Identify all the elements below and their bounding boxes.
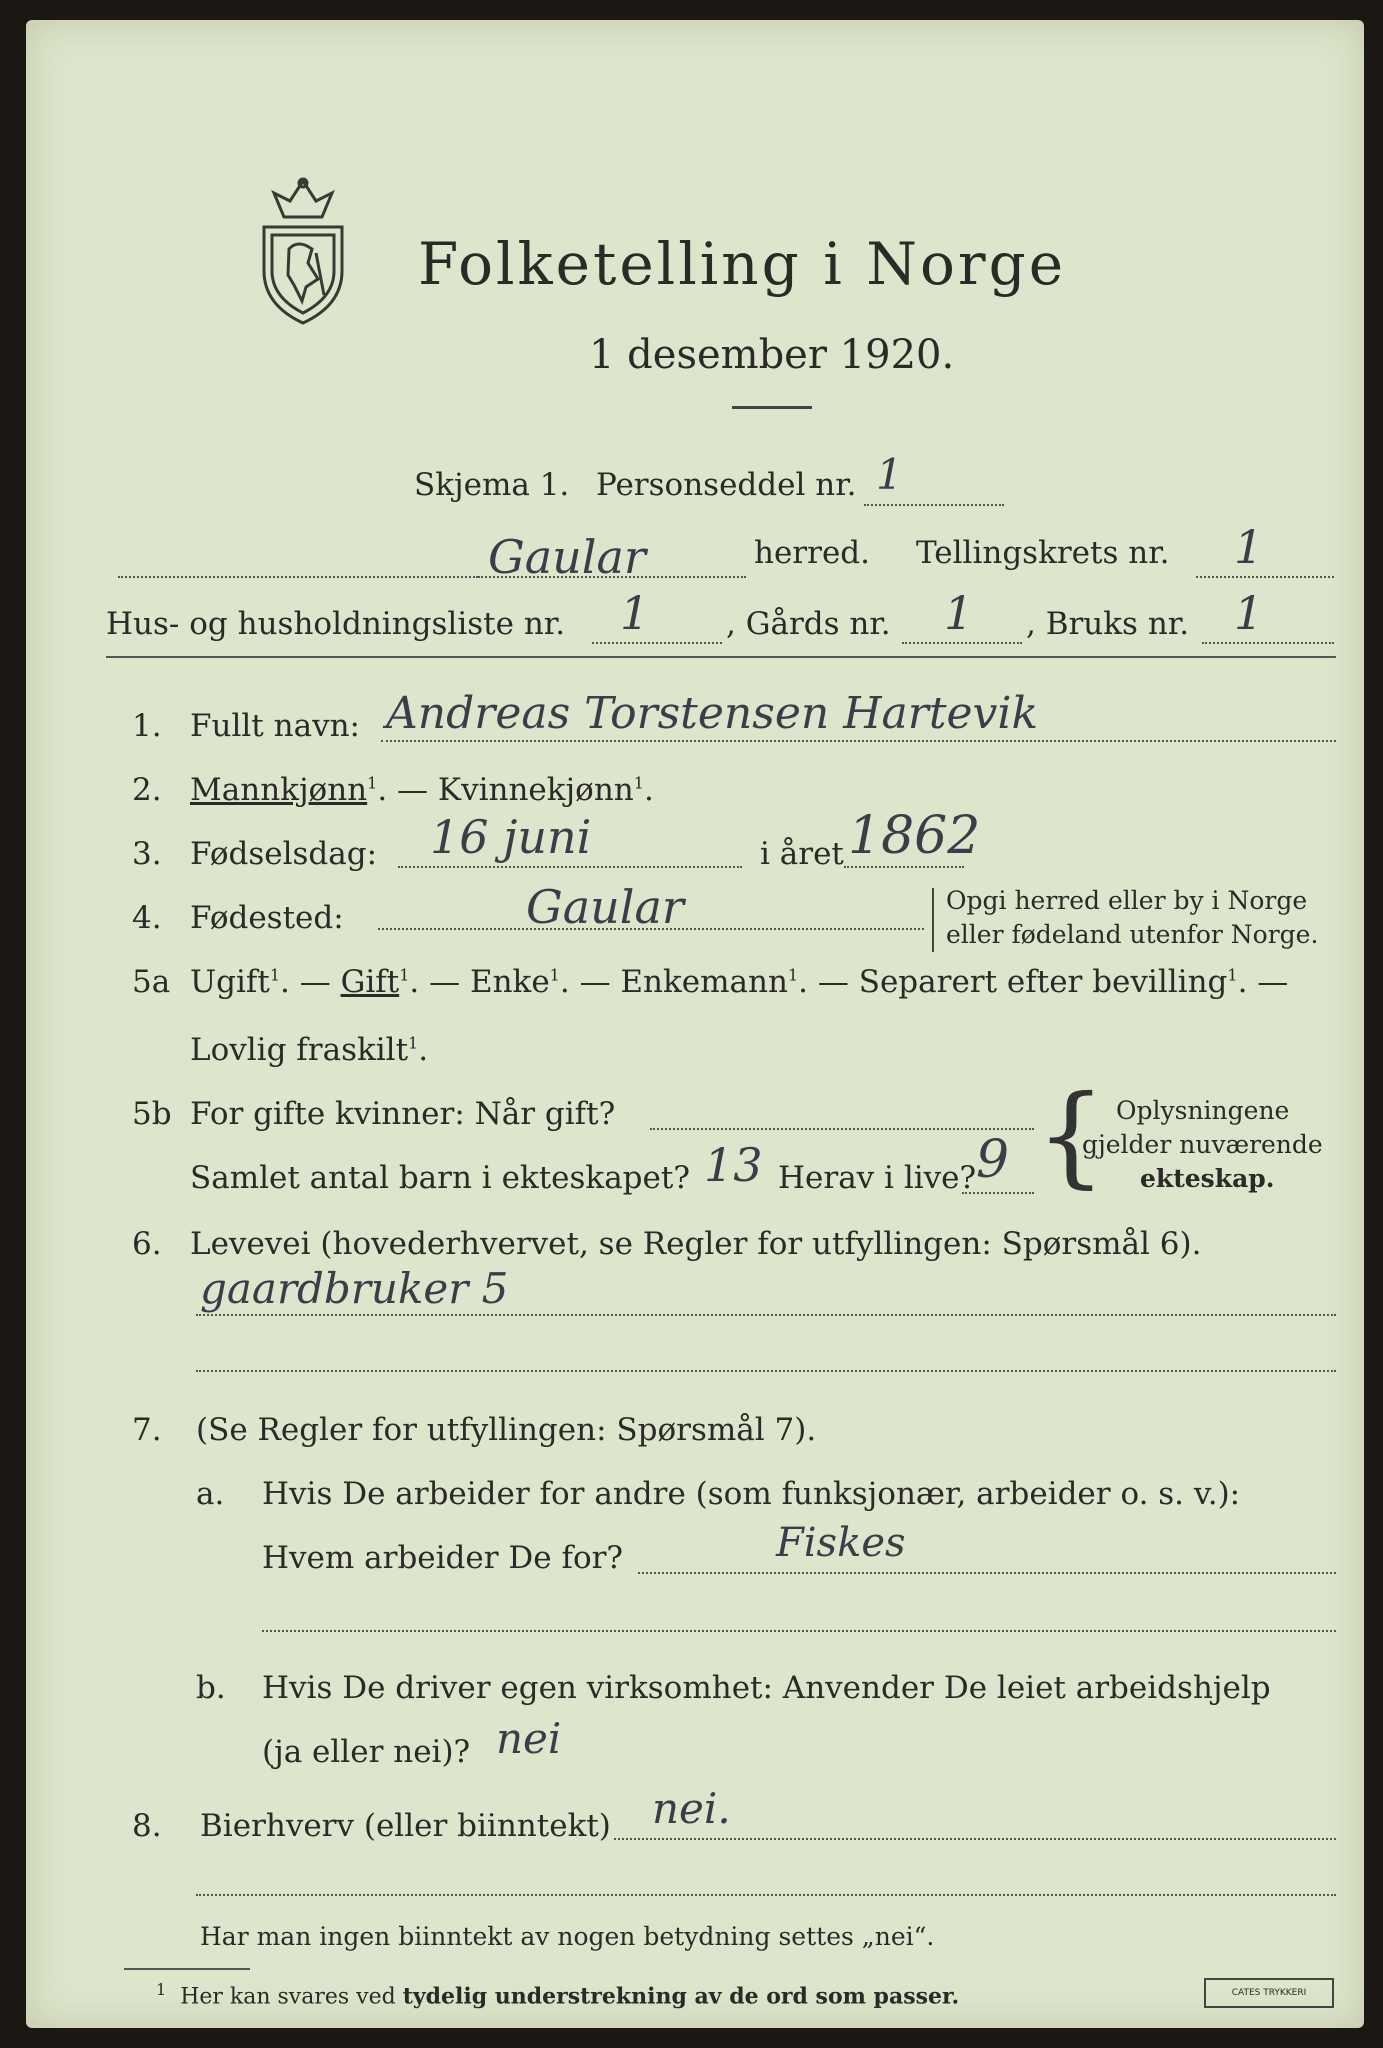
widow-option[interactable]: Enke [469, 964, 550, 1000]
hus-value[interactable]: 1 [620, 586, 650, 640]
bruks-line [1202, 642, 1334, 644]
gards-line [902, 642, 1022, 644]
personseddel-value[interactable]: 1 [876, 450, 903, 499]
side-income-value[interactable]: nei. [652, 1784, 731, 1833]
marital-separator-4: . — [798, 964, 859, 1000]
herred-leading-line [118, 576, 478, 578]
q5b-number: 5b [132, 1096, 172, 1132]
children-count-value[interactable]: 13 [704, 1138, 763, 1192]
birthplace-line [378, 928, 924, 930]
q7b-question: (ja eller nei)? [262, 1734, 471, 1770]
q3-label: Fødselsdag: [190, 836, 378, 872]
q8-number: 8. [132, 1808, 162, 1844]
q7a-letter: a. [196, 1476, 225, 1512]
bruks-value[interactable]: 1 [1234, 586, 1264, 640]
year-label: i året [760, 836, 844, 872]
sex-options [190, 772, 654, 808]
employer-line-2 [262, 1630, 1336, 1632]
unmarried-footnote-mark: 1 [269, 965, 281, 985]
female-option[interactable]: Kvinnekjønn [437, 772, 634, 808]
gards-label: , Gårds nr. [726, 606, 891, 642]
q4-label: Fødested: [190, 900, 344, 936]
divorced-option-line [190, 1032, 428, 1068]
gards-value[interactable]: 1 [944, 586, 974, 640]
q7b-text: Hvis De driver egen virksomhet: Anvender De leiet arbeidshjelp [262, 1670, 1271, 1706]
male-option[interactable]: Mannkjønn [190, 772, 368, 808]
birthplace-note-line1: Opgi herred eller by i Norge [946, 886, 1308, 915]
widower-footnote-mark: 1 [787, 965, 799, 985]
title-divider [732, 406, 812, 409]
q5b-label-children: Samlet antal barn i ekteskapet? [190, 1160, 690, 1196]
widower-option[interactable]: Enkemann [620, 964, 788, 1000]
q1-label: Fullt navn: [190, 708, 360, 744]
birthday-value[interactable]: 16 juni [430, 810, 592, 864]
marital-separator-1: . — [280, 964, 341, 1000]
side-income-line [614, 1838, 1336, 1840]
q8-label: Bierhverv (eller biinntekt) [200, 1808, 611, 1844]
hus-label: Hus- og husholdningsliste nr. [106, 606, 566, 642]
footnote [156, 1980, 959, 2009]
male-footnote-mark: 1 [367, 773, 378, 793]
divorced-end: . [418, 1032, 429, 1068]
herred-value[interactable]: Gaular [488, 530, 646, 584]
skjema-label: Skjema 1. [414, 467, 570, 503]
herred-label: herred. [754, 535, 870, 571]
hired-help-value[interactable]: nei [496, 1714, 562, 1763]
footnote-bold-text: tydelig understrekning av de ord som passer. [402, 1983, 960, 2010]
birthplace-note-bar [932, 888, 934, 952]
children-alive-line [962, 1192, 1034, 1194]
birthplace-note-line2: eller fødeland utenfor Norge. [946, 920, 1319, 949]
children-alive-value[interactable]: 9 [976, 1130, 1010, 1190]
q1-number: 1. [132, 708, 162, 744]
personseddel-line [864, 504, 1004, 506]
marital-separator-3: . — [559, 964, 621, 1000]
q2-number: 2. [132, 772, 162, 808]
q5b-note-brace: { [1036, 1071, 1106, 1199]
herred-line [478, 576, 746, 578]
q5b-label-married-when: For gifte kvinner: Når gift? [190, 1096, 616, 1132]
printer-stamp-text: CATES TRYKKERI [1231, 1988, 1307, 1998]
q7a-text: Hvis De arbeider for andre (som funksjonær, arbeider o. s. v.): [262, 1476, 1241, 1512]
birthday-line [398, 866, 742, 868]
q5b-note-line3: ekteskap. [1140, 1164, 1275, 1193]
married-option[interactable]: Gift [340, 964, 400, 1000]
birth-year-line [844, 866, 964, 868]
q5b-note-line2: gjelder nuværende [1082, 1130, 1323, 1159]
unmarried-option[interactable]: Ugift [190, 964, 270, 1000]
footnote-number: 1 [156, 1980, 167, 1999]
q6-label: Levevei (hovederhvervet, se Regler for utfyllingen: Spørsmål 6). [190, 1226, 1202, 1262]
marital-separator-2: . — [409, 964, 470, 1000]
no-income-note: Har man ingen biinntekt av nogen betydning settes „nei“. [200, 1922, 935, 1951]
census-form-sheet [26, 20, 1364, 2028]
footnote-rule [124, 1968, 250, 1970]
divorced-footnote-mark: 1 [408, 1033, 419, 1053]
marital-trail: . — [1237, 964, 1289, 1000]
separated-option[interactable]: Separert efter bevilling [858, 964, 1228, 1000]
personseddel-label: Personseddel nr. [596, 467, 857, 503]
married-footnote-mark: 1 [399, 965, 410, 985]
divorced-option[interactable]: Lovlig fraskilt [190, 1032, 409, 1068]
full-name-value[interactable]: Andreas Torstensen Hartevik [386, 688, 1039, 739]
tellingskrets-value[interactable]: 1 [1234, 520, 1264, 574]
bruks-label: , Bruks nr. [1026, 606, 1190, 642]
birth-year-value[interactable]: 1862 [848, 806, 981, 866]
q5a-number: 5a [132, 964, 171, 1000]
occupation-value[interactable]: gaardbruker 5 [200, 1264, 509, 1313]
full-name-line [381, 740, 1336, 742]
widow-footnote-mark: 1 [549, 965, 560, 985]
occupation-line-1 [196, 1314, 1336, 1316]
female-footnote-mark: 1 [633, 773, 644, 793]
tellingskrets-line [1196, 576, 1334, 578]
occupation-line-2 [196, 1370, 1336, 1372]
employer-line [638, 1572, 1336, 1574]
header-rule [106, 656, 1336, 658]
children-alive-label: Herav i live? [778, 1160, 977, 1196]
q3-number: 3. [132, 836, 162, 872]
q6-number: 6. [132, 1226, 162, 1262]
sex-separator: . — [377, 772, 438, 808]
printer-stamp [1204, 1978, 1334, 2008]
marital-options [190, 964, 1288, 1000]
census-date: 1 desember 1920. [589, 332, 955, 378]
birthplace-value[interactable]: Gaular [526, 880, 684, 934]
q7a-question: Hvem arbeider De for? [262, 1540, 624, 1576]
sex-end: . [643, 772, 654, 808]
footnote-text: Her kan svares ved [180, 1984, 403, 2010]
coat-of-arms-emblem [254, 175, 352, 331]
employer-value[interactable]: Fiskes [776, 1520, 906, 1566]
hus-line [592, 642, 722, 644]
q5b-note-line1: Oplysningene [1116, 1096, 1290, 1125]
side-income-line-2 [196, 1894, 1336, 1896]
form-title: Folketelling i Norge [418, 230, 1067, 298]
tellingskrets-label: Tellingskrets nr. [916, 535, 1170, 571]
q7-number: 7. [132, 1412, 162, 1448]
separated-footnote-mark: 1 [1227, 965, 1238, 985]
q7b-letter: b. [196, 1670, 226, 1706]
q4-number: 4. [132, 900, 162, 936]
q7-label: (Se Regler for utfyllingen: Spørsmål 7). [196, 1412, 817, 1448]
